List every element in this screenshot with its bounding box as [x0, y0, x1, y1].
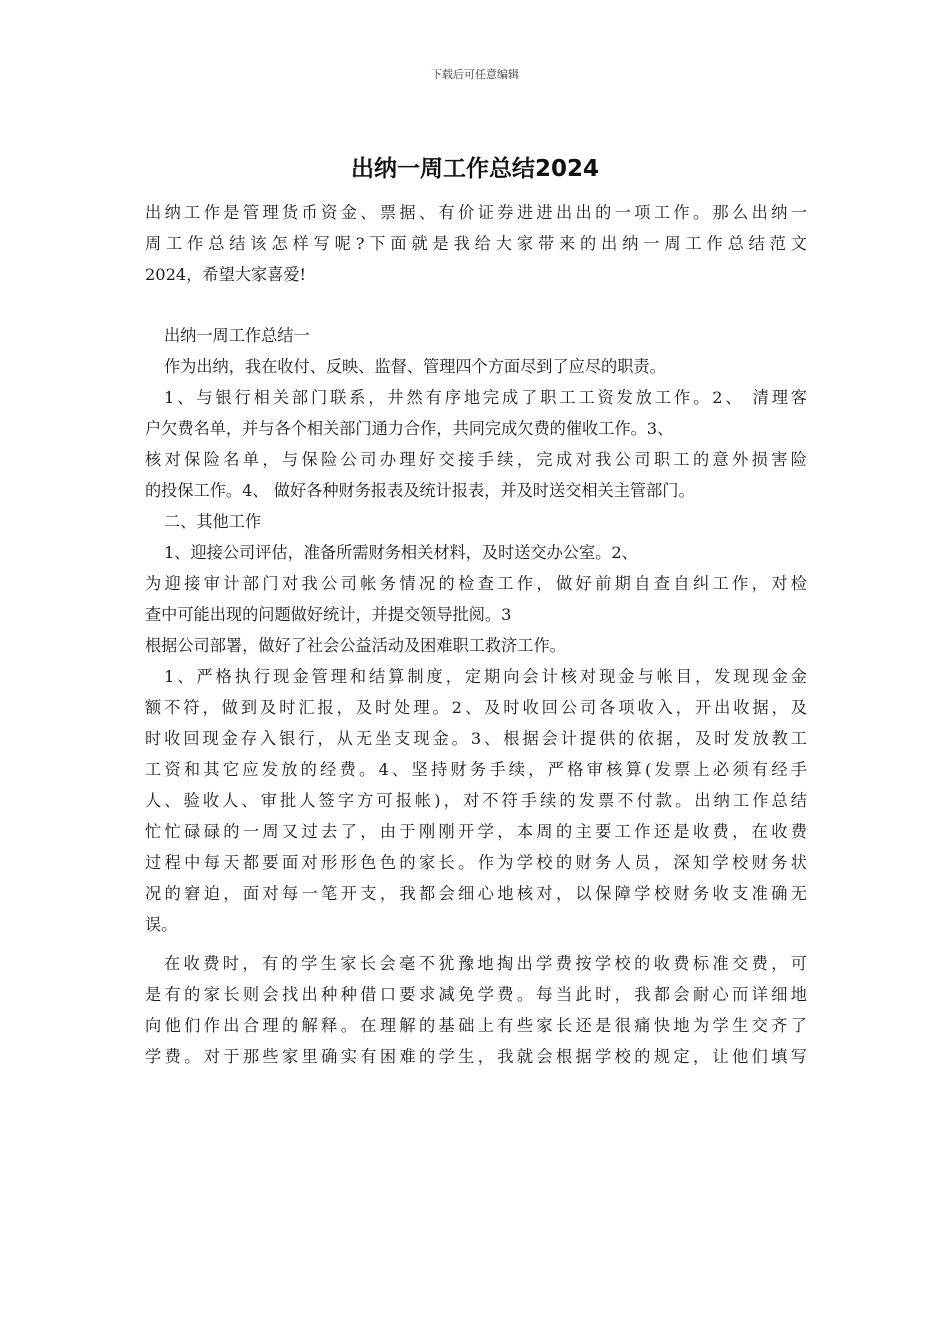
- body-line: 误。: [145, 915, 178, 934]
- body-line: 查中可能出现的问题做好统计，并提交领导批阅。3: [145, 605, 512, 624]
- body-line: 学费。对于那些家里确实有困难的学生，我就会根据学校的规定，让他们填写: [145, 1047, 807, 1066]
- body-line: 况的窘迫，面对每一笔开支，我都会细心地核对，以保障学校财务收支准确无: [145, 884, 807, 903]
- intro-line: 出纳工作是管理货币资金、票据、有价证券进进出出的一项工作。那么出纳一: [145, 203, 807, 222]
- page-header-note: 下载后可任意编辑: [431, 68, 519, 81]
- body-line: 核对保险名单，与保险公司办理好交接手续，完成对我公司职工的意外损害险: [145, 450, 807, 469]
- intro-line: 2024，希望大家喜爱!: [145, 265, 307, 284]
- document-body: [145, 197, 807, 1072]
- body-line: 为迎接审计部门对我公司帐务情况的检查工作，做好前期自查自纠工作，对检: [145, 574, 807, 593]
- body-line: 过程中每天都要面对形形色色的家长。作为学校的财务人员，深知学校财务状: [145, 853, 807, 872]
- body-line: 1、严格执行现金管理和结算制度，定期向会计核对现金与帐目，发现现金金: [164, 667, 807, 686]
- intro-line: 周工作总结该怎样写呢?下面就是我给大家带来的出纳一周工作总结范文: [145, 234, 807, 253]
- body-line: 人、验收人、审批人签字方可报帐)，对不符手续的发票不付款。出纳工作总结: [145, 791, 807, 810]
- body-line: 时收回现金存入银行，从无坐支现金。3、根据会计提供的依据，及时发放教工: [145, 729, 807, 748]
- section-heading: 二、其他工作: [164, 512, 262, 531]
- body-line: 根据公司部署，做好了社会公益活动及困难职工救济工作。: [145, 636, 566, 655]
- section-heading: 出纳一周工作总结一: [164, 326, 310, 345]
- body-line: 工资和其它应发放的经费。4、坚持财务手续，严格审核算(发票上必须有经手: [145, 760, 807, 779]
- body-line: 向他们作出合理的解释。在理解的基础上有些家长还是很痛快地为学生交齐了: [145, 1016, 807, 1035]
- body-line: 1、与银行相关部门联系，井然有序地完成了职工工资发放工作。2、 清理客: [164, 388, 807, 407]
- body-line: 是有的家长则会找出种种借口要求减免学费。每当此时，我都会耐心而详细地: [145, 985, 807, 1004]
- body-line: 在收费时，有的学生家长会毫不犹豫地掏出学费按学校的收费标准交费，可: [164, 954, 807, 973]
- body-line: 忙忙碌碌的一周又过去了，由于刚刚开学，本周的主要工作还是收费，在收费: [145, 822, 807, 841]
- document-title: 出纳一周工作总结2024: [350, 156, 599, 182]
- body-line: 额不符，做到及时汇报，及时处理。2、及时收回公司各项收入，开出收据，及: [145, 698, 807, 717]
- body-line: 户欠费名单，并与各个相关部门通力合作，共同完成欠费的催收工作。3、: [145, 419, 674, 438]
- body-line: 1、迎接公司评估，准备所需财务相关材料，及时送交办公室。2、: [164, 543, 638, 562]
- body-line: 作为出纳，我在收付、反映、监督、管理四个方面尽到了应尽的职责。: [164, 357, 666, 376]
- body-line: 的投保工作。4、 做好各种财务报表及统计报表，并及时送交相关主管部门。: [145, 481, 695, 500]
